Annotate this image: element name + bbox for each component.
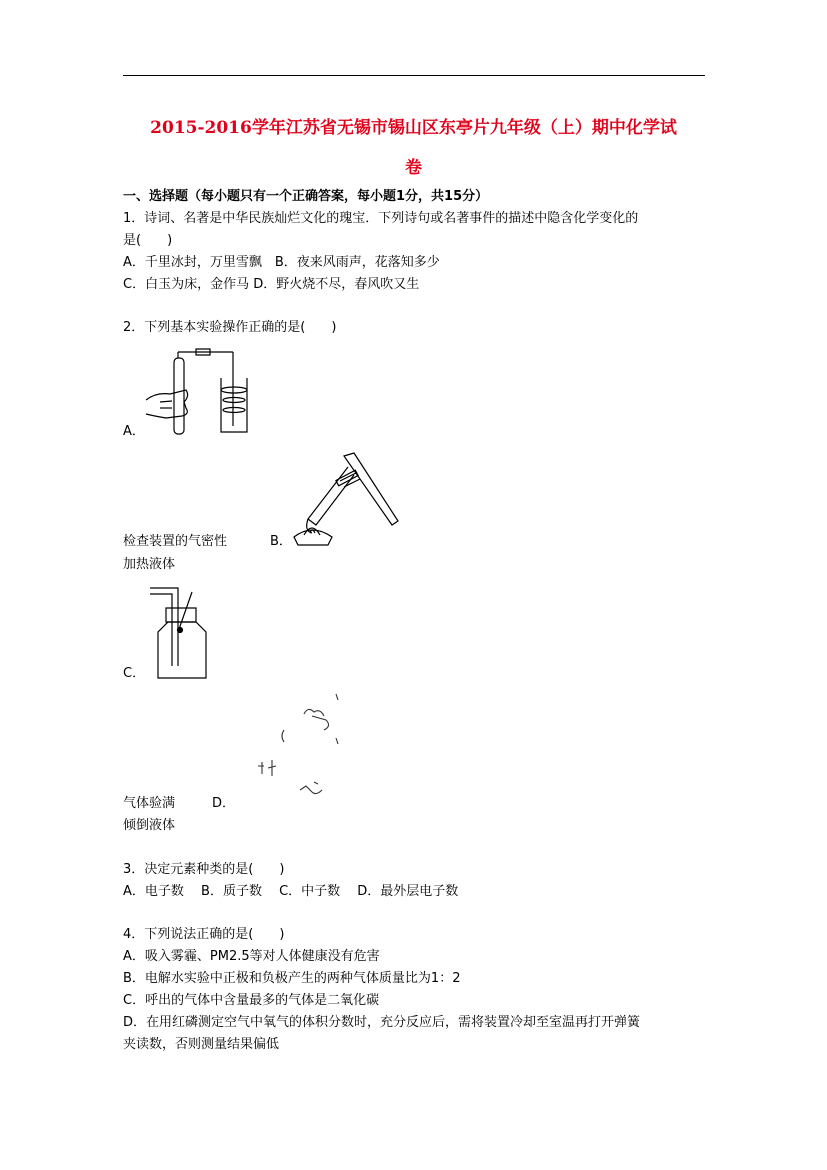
- pouring-liquid-figure: [254, 686, 349, 806]
- q2-caption-d: 倾倒液体: [123, 818, 176, 833]
- q2-option-b-label: B．: [270, 534, 292, 549]
- q4-option-a: A．吸入雾霾、PM2.5等对人体健康没有危害: [123, 949, 380, 964]
- header-rule: [123, 75, 705, 76]
- q1-stem-line-1: 1．诗词、名著是中华民族灿烂文化的瑰宝．下列诗句或名著事件的描述中隐含化学变化的: [123, 211, 639, 226]
- q4-option-d-line-2: 夹读数，否则测量结果偏低: [123, 1037, 280, 1052]
- q4-option-c: C．呼出的气体中含量最多的气体是二氧化碳: [123, 993, 380, 1008]
- q1-options-cd: C．白玉为床，金作马 D．野火烧不尽，春风吹又生: [123, 277, 420, 292]
- q3-stem: 3．决定元素种类的是( ): [123, 862, 285, 877]
- q1-options-ab: A．千里冰封，万里雪飘 B．夜来风雨声，花落知多少: [123, 255, 440, 270]
- airtightness-check-figure: [146, 344, 261, 439]
- q2-caption-a: 检查装置的气密性: [123, 534, 228, 549]
- q2-option-a-label: A．: [123, 424, 145, 439]
- gas-fullness-check-figure: [150, 584, 212, 680]
- q4-option-d-line-1: D．在用红磷测定空气中氧气的体积分数时，充分反应后，需将装置冷却至室温再打开弹簧: [123, 1015, 641, 1030]
- q2-caption-c: 气体验满: [123, 796, 176, 811]
- q4-stem: 4．下列说法正确的是( ): [123, 927, 285, 942]
- exam-title-line-2: 卷: [405, 158, 422, 178]
- q3-options: A．电子数 B．质子数 C．中子数 D．最外层电子数: [123, 884, 459, 899]
- q2-option-c-label: C．: [123, 666, 146, 681]
- q2-option-d-label: D．: [212, 796, 236, 811]
- section-heading: 一、选择题（每小题只有一个正确答案，每小题1分，共15分）: [123, 189, 489, 204]
- q4-option-b: B．电解水实验中正极和负极产生的两种气体质量比为1：2: [123, 971, 461, 986]
- q2-stem: 2．下列基本实验操作正确的是( ): [123, 320, 337, 335]
- q2-caption-b: 加热液体: [123, 557, 176, 572]
- heating-liquid-figure: [288, 451, 406, 551]
- exam-title-line-1: 2015-2016学年江苏省无锡市锡山区东亭片九年级（上）期中化学试: [150, 118, 677, 138]
- q1-stem-line-2: 是( ): [123, 233, 173, 248]
